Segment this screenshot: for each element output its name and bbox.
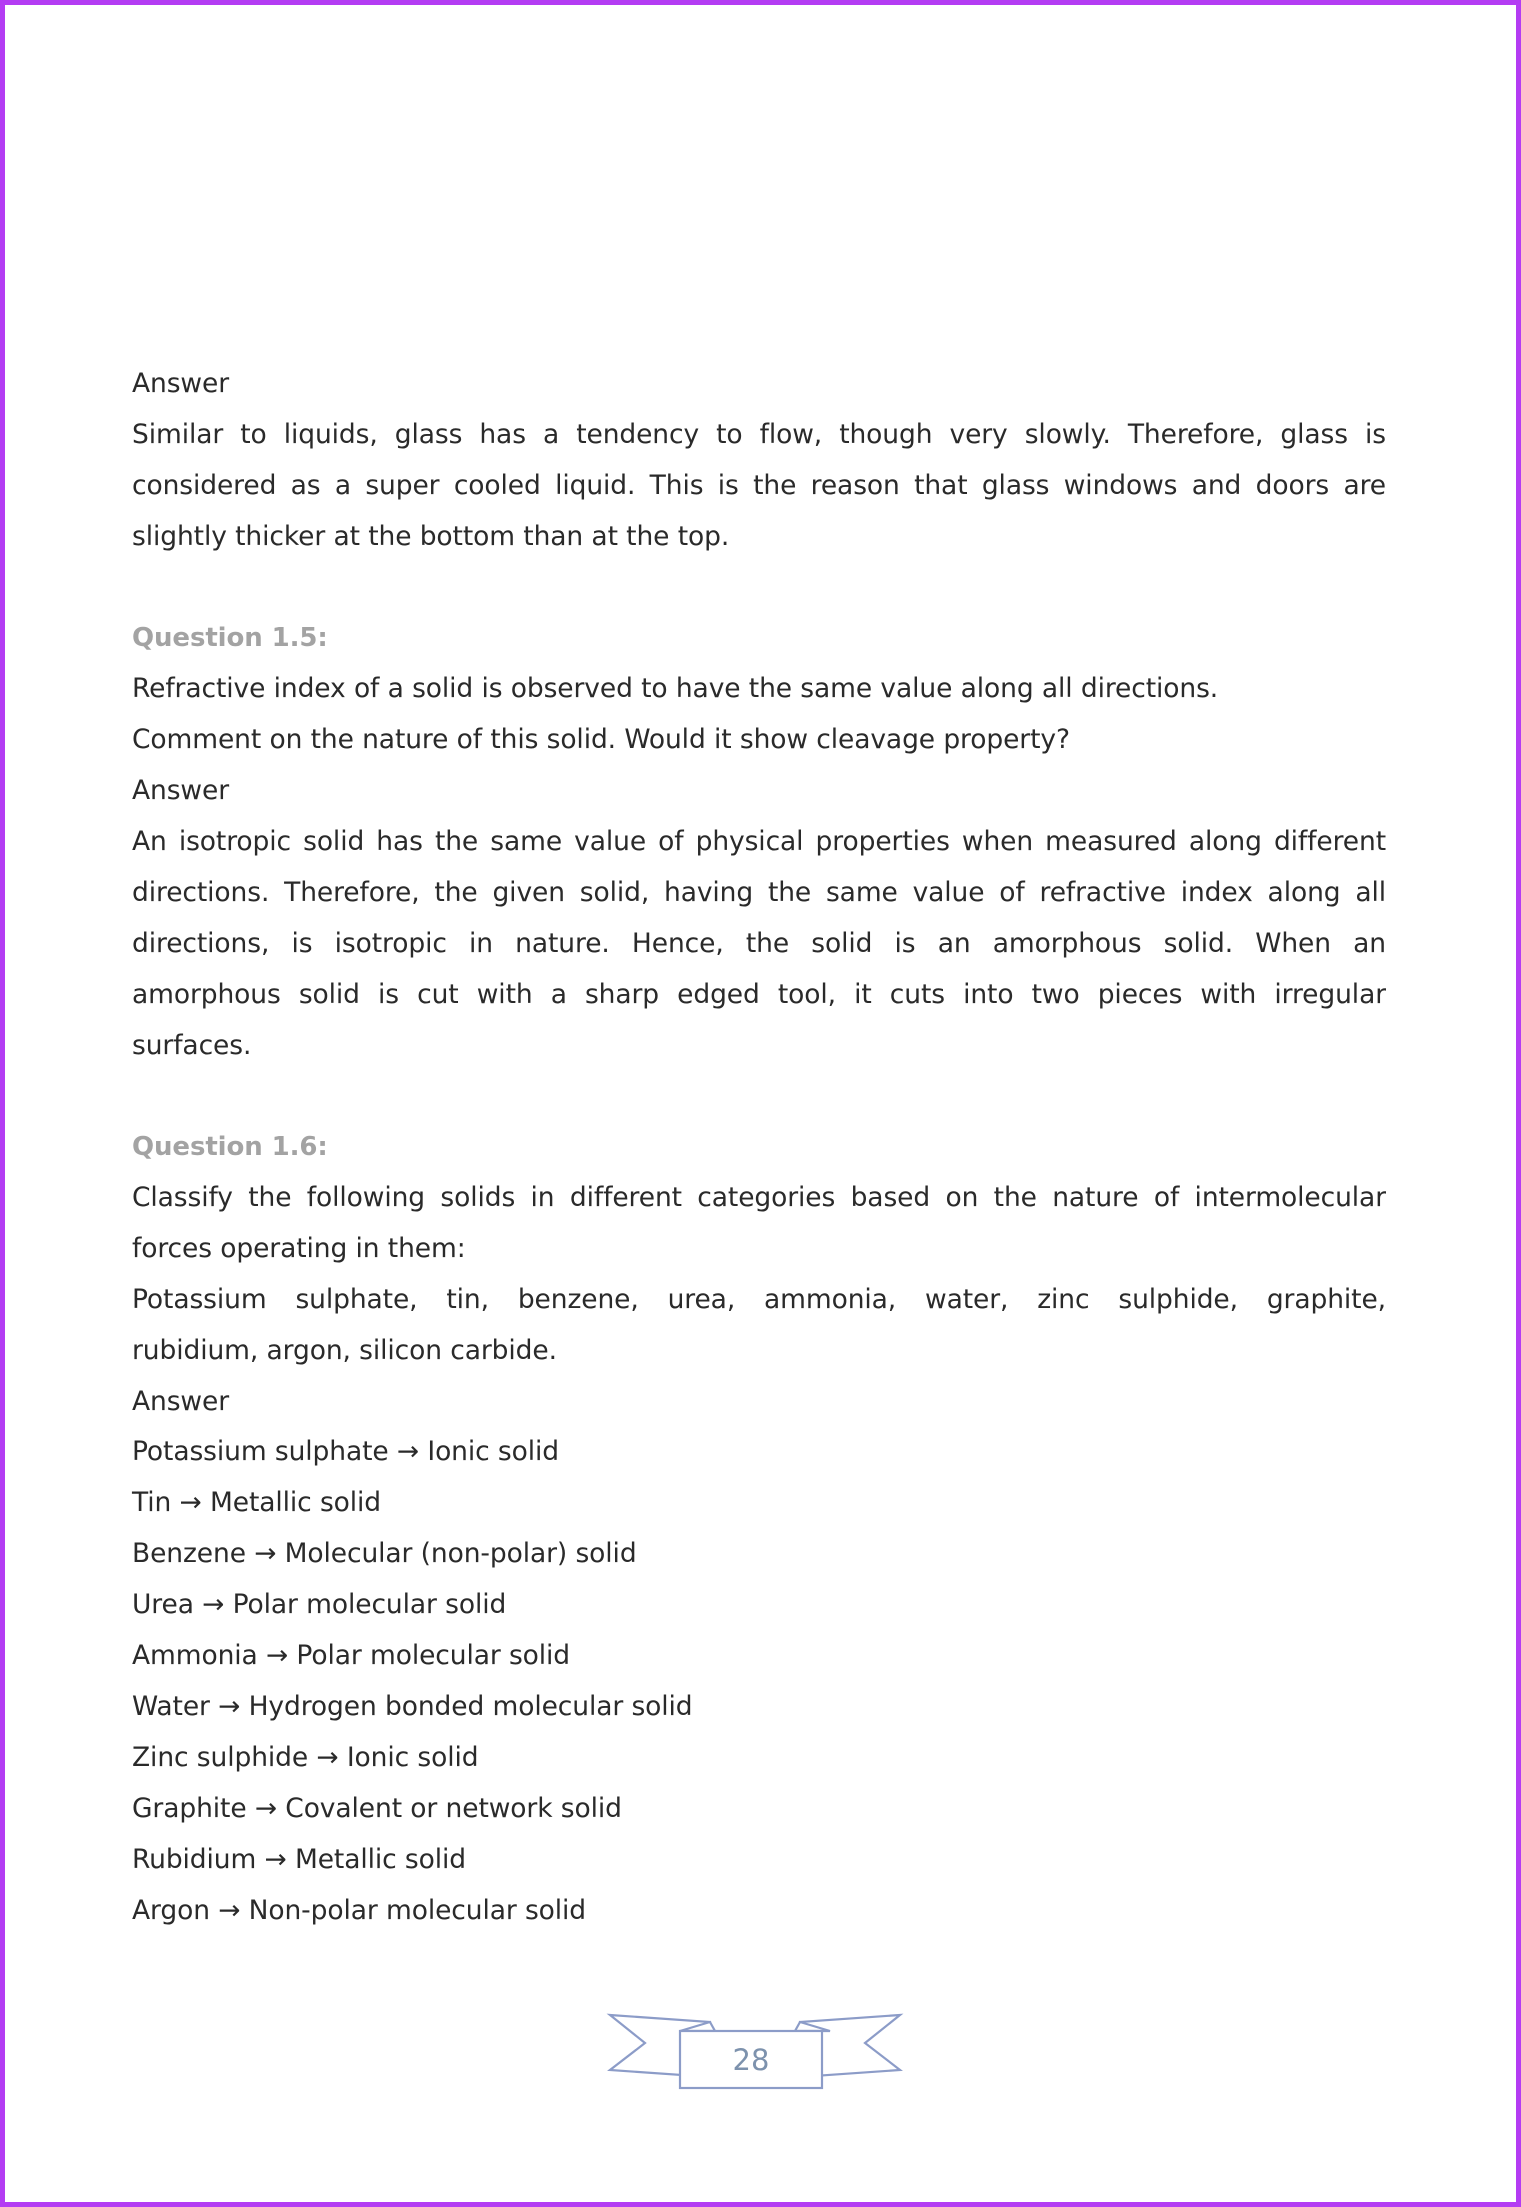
page-number: 28 xyxy=(732,2043,770,2077)
classification-item: Benzene → Molecular (non-polar) solid xyxy=(132,1538,637,1569)
answer-label: Answer xyxy=(132,1386,230,1417)
classification-item: Urea → Polar molecular solid xyxy=(132,1589,507,1620)
classification-item: Water → Hydrogen bonded molecular solid xyxy=(132,1691,693,1722)
question-text-line: Refractive index of a solid is observed to have the same value along all directions. xyxy=(132,673,1219,704)
question-text-line: rubidium, argon, silicon carbide. xyxy=(132,1335,557,1366)
answer-label: Answer xyxy=(132,775,230,806)
question-text-line: Potassium sulphate, tin, benzene, urea, ammonia, water, zinc sulphide, graphite, xyxy=(132,1284,1386,1315)
question-text-line: Classify the following solids in different categories based on the nature of intermolecular xyxy=(132,1182,1386,1213)
question-heading: Question 1.6: xyxy=(132,1132,328,1162)
answer-text-line: surfaces. xyxy=(132,1030,252,1061)
classification-item: Zinc sulphide → Ionic solid xyxy=(132,1742,479,1773)
classification-item: Graphite → Covalent or network solid xyxy=(132,1793,622,1824)
answer-text-line: directions. Therefore, the given solid, having the same value of refractive index along all xyxy=(132,877,1386,908)
answer-label: Answer xyxy=(132,368,230,399)
answer-text-line: considered as a super cooled liquid. This is the reason that glass windows and doors are xyxy=(132,470,1386,501)
answer-text-line: slightly thicker at the bottom than at the top. xyxy=(132,521,730,552)
answer-text-line: directions, is isotropic in nature. Hence, the solid is an amorphous solid. When an xyxy=(132,928,1386,959)
question-text-line: Comment on the nature of this solid. Would it show cleavage property? xyxy=(132,724,1070,755)
question-heading: Question 1.5: xyxy=(132,623,328,653)
answer-text-line: amorphous solid is cut with a sharp edged tool, it cuts into two pieces with irregular xyxy=(132,979,1386,1010)
classification-item: Argon → Non-polar molecular solid xyxy=(132,1895,587,1926)
answer-text-line: Similar to liquids, glass has a tendency to flow, though very slowly. Therefore, glass is xyxy=(132,419,1386,450)
classification-item: Rubidium → Metallic solid xyxy=(132,1844,466,1875)
question-text-line: forces operating in them: xyxy=(132,1233,466,1264)
answer-text-line: An isotropic solid has the same value of physical properties when measured along different xyxy=(132,826,1386,857)
classification-item: Ammonia → Polar molecular solid xyxy=(132,1640,571,1671)
classification-item: Tin → Metallic solid xyxy=(132,1487,382,1518)
classification-item: Potassium sulphate → Ionic solid xyxy=(132,1436,559,1467)
